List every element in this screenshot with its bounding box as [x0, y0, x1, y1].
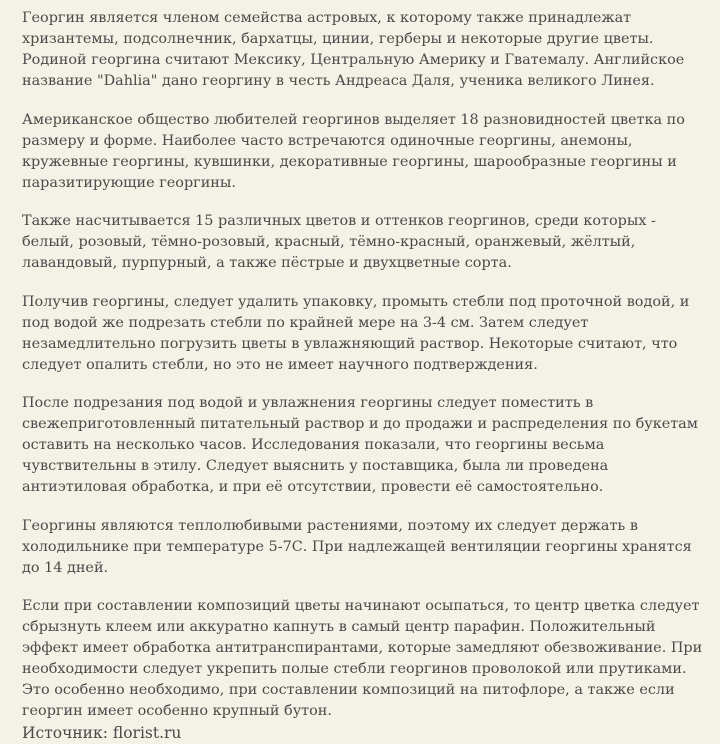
paragraph-colors: Также насчитывается 15 различных цветов и оттенков георгинов, среди которых - белый, розовый, тёмно-розовый, красный, тёмно-красный, оранжевый, жёлтый, лавандовый, пурпурный, а также пёстрые и двухцветные сорта. — [22, 213, 656, 271]
paragraph-origin: Георгин является членом семейства астровых, к которому также принадлежат хризантемы, подсолнечник, бархатцы, цинии, герберы и некоторые другие цветы. Родиной георгина считают Мексику, Центральную Америку и Гватемалу. Английское название "Dahlia" дано георгину в честь Андреаса Даля, ученика великого Линея. — [22, 10, 685, 89]
source-value: florist.ru — [112, 724, 182, 742]
paragraph-composition-tips: Если при составлении композиций цветы начинают осыпаться, то центр цветка следует сбрызнуть клеем или аккуратно капнуть в самый центр парафин. Положительный эффект имеет обработка антитранспирантами, которые замедляют обезвоживание. При необходимости следует укрепить полые стебли георгинов проволокой или прутиками. Это особенно необходимо, при составлении композиций на питофлоре, а также если георгин имеет особенно крупный бутон. — [22, 598, 703, 719]
source-label: Источник: — [22, 724, 108, 742]
paragraph-storage: Георгины являются теплолюбивыми растениями, поэтому их следует держать в холодильнике при температуре 5-7С. При надлежащей вентиляции георгины хранятся до 14 дней. — [22, 517, 692, 576]
paragraph-varieties: Американское общество любителей георгинов выделяет 18 разновидностей цветка по размеру и форме. Наиболее часто встречаются одиночные георгины, анемоны, кружевные георгины, кувшинки, декоративные георгины, шарообразные георгины и паразитирующие георгины. — [22, 111, 685, 191]
source-line — [22, 722, 706, 744]
paragraph-receiving: Получив георгины, следует удалить упаковку, промыть стебли под проточной водой, и под водой же подрезать стебли по крайней мере на 3-4 см. Затем следует незамедлительно погрузить цветы в увлажняющий раствор. Некоторые считают, что следует опалить стебли, но это не имеет научного подтверждения. — [22, 293, 690, 373]
paragraph-nutrient-solution: После подрезания под водой и увлажнения георгины следует поместить в свежеприготовленный питательный раствор и до продажи и распределения по букетам оставить на несколько часов. Исследования показали, что георгины весьма чувствительны в этилу. Следует выяснить у поставщика, была ли проведена антиэтиловая обработка, и при её отсутствии, провести её самостоятельно. — [22, 395, 698, 495]
